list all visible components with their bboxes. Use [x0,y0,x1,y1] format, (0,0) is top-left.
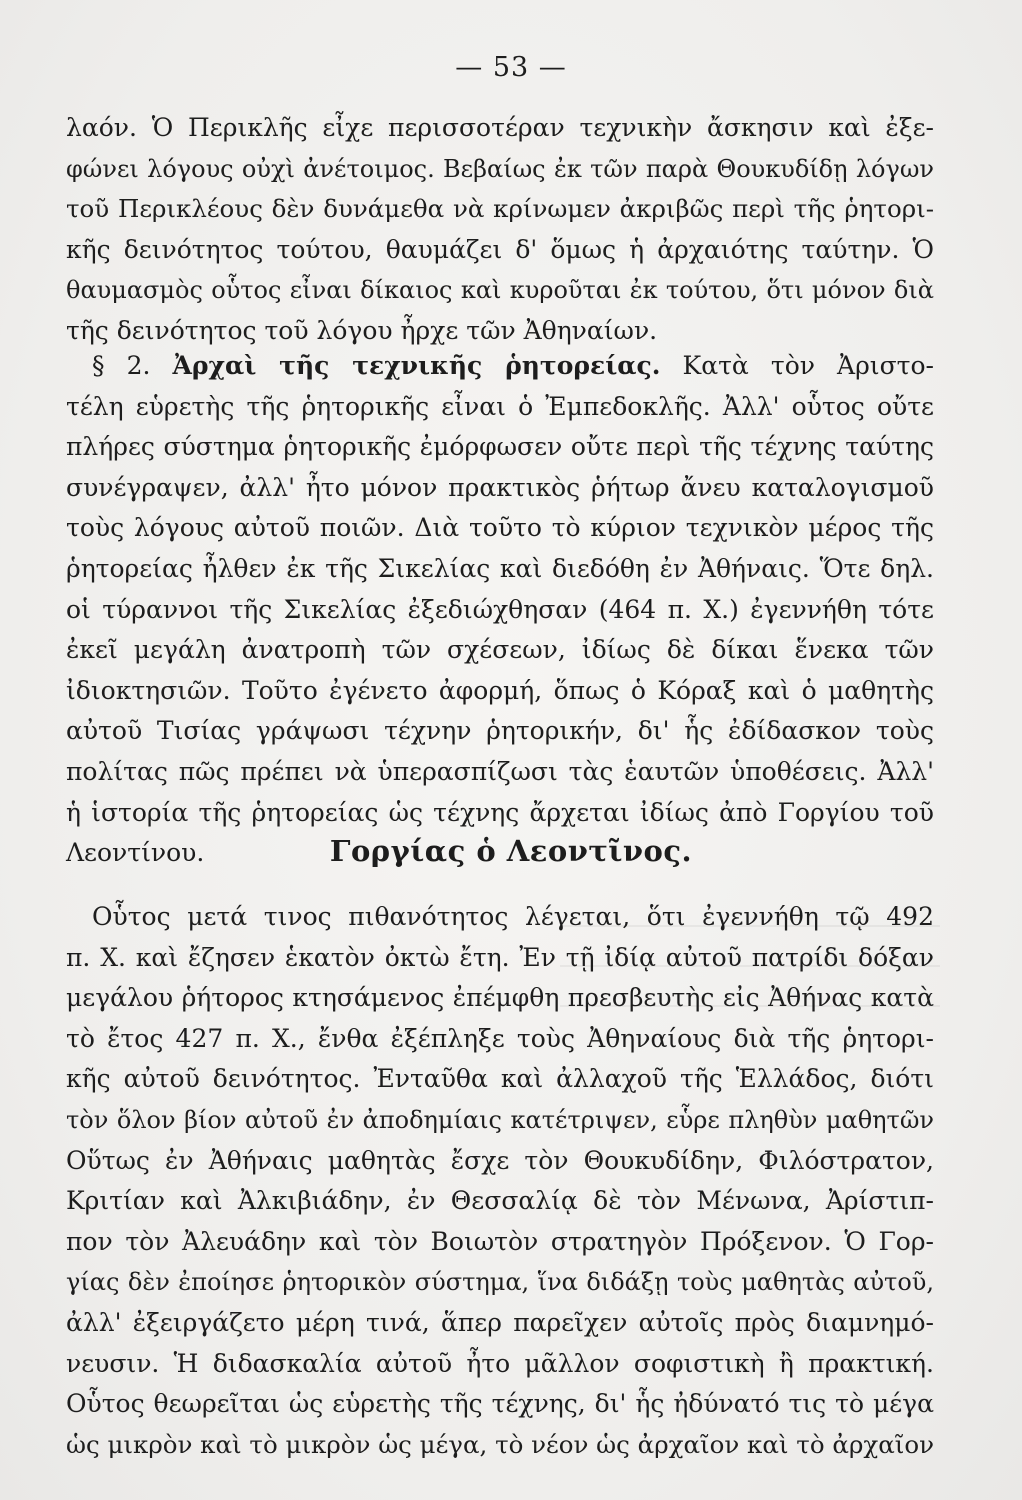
text-line: τὸν ὅλον βίον αὐτοῦ ἐν ἀποδημίαις κατέτριψεν, εὗρε πληθὺν μαθητῶν [66,1105,934,1134]
text-line: πον τὸν Ἀλευάδην καὶ τὸν Βοιωτὸν στρατηγὸν Πρόξενον. Ὁ Γορ- [66,1226,934,1256]
text-line: Οὗτος θεωρεῖται ὡς εὑρετὴς τῆς τέχνης, δι' ἧς ἠδύνατό τις τὸ μέγα [66,1389,934,1419]
section-heading-line [66,346,934,387]
text-line: ἰδιοκτησιῶν. Τοῦτο ἐγένετο ἀφορμή, ὅπως ὁ Κόραξ καὶ ὁ μαθητὴς [66,675,934,705]
text-line: ὡς μικρὸν καὶ τὸ μικρὸν ὡς μέγα, τὸ νέον ὡς ἀρχαῖον καὶ τὸ ἀρχαῖον [66,1429,934,1459]
text-line: γίας δὲν ἐποίησε ῥητορικὸν σύστημα, ἵνα διδάξῃ τοὺς μαθητὰς αὐτοῦ, [66,1268,934,1297]
text-line: τῆς δεινότητος τοῦ λόγου ἦρχε τῶν Ἀθηναίων. [66,315,658,345]
text-line: Οὗτος μετά τινος πιθανότητος λέγεται, ὅτι ἐγεννήθη τῷ 492 [92,902,934,931]
paragraph-gorgias [66,897,934,1465]
section-beginnings [66,346,934,874]
text-line: τέλη εὑρετὴς τῆς ῥητορικῆς εἶναι ὁ Ἐμπεδοκλῆς. Ἀλλ' οὗτος οὔτε [66,391,934,421]
text-line: τὸ ἔτος 427 π. Χ., ἔνθα ἐξέπληξε τοὺς Ἀθηναίους διὰ τῆς ῥητορι- [66,1023,934,1053]
section-title: Ἀρχαὶ τῆς τεχνικῆς ῥητορείας. [172,351,661,380]
text-line: τοῦ Περικλέους δὲν δυνάμεθα νὰ κρίνωμεν ἀκριβῶς περὶ τῆς ῥητορι- [66,194,934,224]
text-line: π. Χ. καὶ ἔζησεν ἑκατὸν ὀκτὼ ἔτη. Ἐν τῇ ἰδίᾳ αὐτοῦ πατρίδι δόξαν [66,942,934,972]
text-line: πολίτας πῶς πρέπει νὰ ὑπερασπίζωσι τὰς ἑαυτῶν ὑποθέσεις. Ἀλλ' [66,756,934,786]
text-line: οἱ τύραννοι τῆς Σικελίας ἐξεδιώχθησαν (464 π. Χ.) ἐγεννήθη τότε [66,594,934,624]
page-number: — 53 — [455,52,567,83]
section-mark: § 2. [92,351,151,380]
text-line: Λεοντίνου. [66,838,205,868]
text-line: ἡ ἱστορία τῆς ῥητορείας ὡς τέχνης ἄρχεται ἰδίως ἀπὸ Γοργίου τοῦ [66,797,934,827]
text-line: Οὕτως ἐν Ἀθήναις μαθητὰς ἔσχε τὸν Θουκυδίδην, Φιλόστρατον, [66,1145,934,1175]
gorgias-heading: Γοργίας ὁ Λεοντῖνος. [329,834,693,868]
text-line: κῆς δεινότητος τούτου, θαυμάζει δ' ὅμως ἡ ἀρχαιότης ταύτην. Ὁ [66,234,934,264]
text-line: ἐκεῖ μεγάλη ἀνατροπὴ τῶν σχέσεων, ἰδίως δὲ δίκαι ἕνεκα τῶν [66,635,934,665]
text-line-rest: Κατὰ τὸν Ἀριστο- [682,351,934,380]
text-line: νευσιν. Ἡ διδασκαλία αὐτοῦ ἦτο μᾶλλον σοφιστικὴ ἢ πρακτική. [66,1348,934,1378]
paragraph-pericles [66,108,934,352]
text-line: τοὺς λόγους αὐτοῦ ποιῶν. Διὰ τοῦτο τὸ κύριον τεχνικὸν μέρος τῆς [66,513,934,543]
text-line: λαόν. Ὁ Περικλῆς εἶχε περισσοτέραν τεχνικὴν ἄσκησιν καὶ ἐξε- [66,113,934,142]
text-line: πλήρες σύστημα ῥητορικῆς ἐμόρφωσεν οὔτε περὶ τῆς τέχνης ταύτης [66,432,934,462]
text-line: κῆς αὐτοῦ δεινότητος. Ἐνταῦθα καὶ ἀλλαχοῦ τῆς Ἑλλάδος, διότι [66,1064,934,1094]
text-line: ἀλλ' ἐξειργάζετο μέρη τινά, ἅπερ παρεῖχεν αὐτοῖς πρὸς διαμνημό- [66,1307,934,1337]
text-line: ῥητορείας ἦλθεν ἐκ τῆς Σικελίας καὶ διεδόθη ἐν Ἀθήναις. Ὅτε δηλ. [66,553,934,583]
text-line: συνέγραψεν, ἀλλ' ἦτο μόνον πρακτικὸς ῥήτωρ ἄνευ καταλογισμοῦ [66,472,934,502]
text-line: Κριτίαν καὶ Ἀλκιβιάδην, ἐν Θεσσαλίᾳ δὲ τὸν Μένωνα, Ἀρίστιπ- [66,1186,934,1216]
text-line: μεγάλου ῥήτορος κτησάμενος ἐπέμφθη πρεσβευτὴς εἰς Ἀθήνας κατὰ [66,983,934,1013]
text-line: θαυμασμὸς οὗτος εἶναι δίκαιος καὶ κυροῦται ἐκ τούτου, ὅτι μόνον διὰ [66,276,934,305]
text-line: φώνει λόγους οὐχὶ ἀνέτοιμος. Βεβαίως ἐκ τῶν παρὰ Θουκυδίδῃ λόγων [66,154,934,183]
text-line: αὐτοῦ Τισίας γράψωσι τέχνην ῥητορικήν, δι' ἧς ἐδίδασκον τοὺς [66,716,934,746]
